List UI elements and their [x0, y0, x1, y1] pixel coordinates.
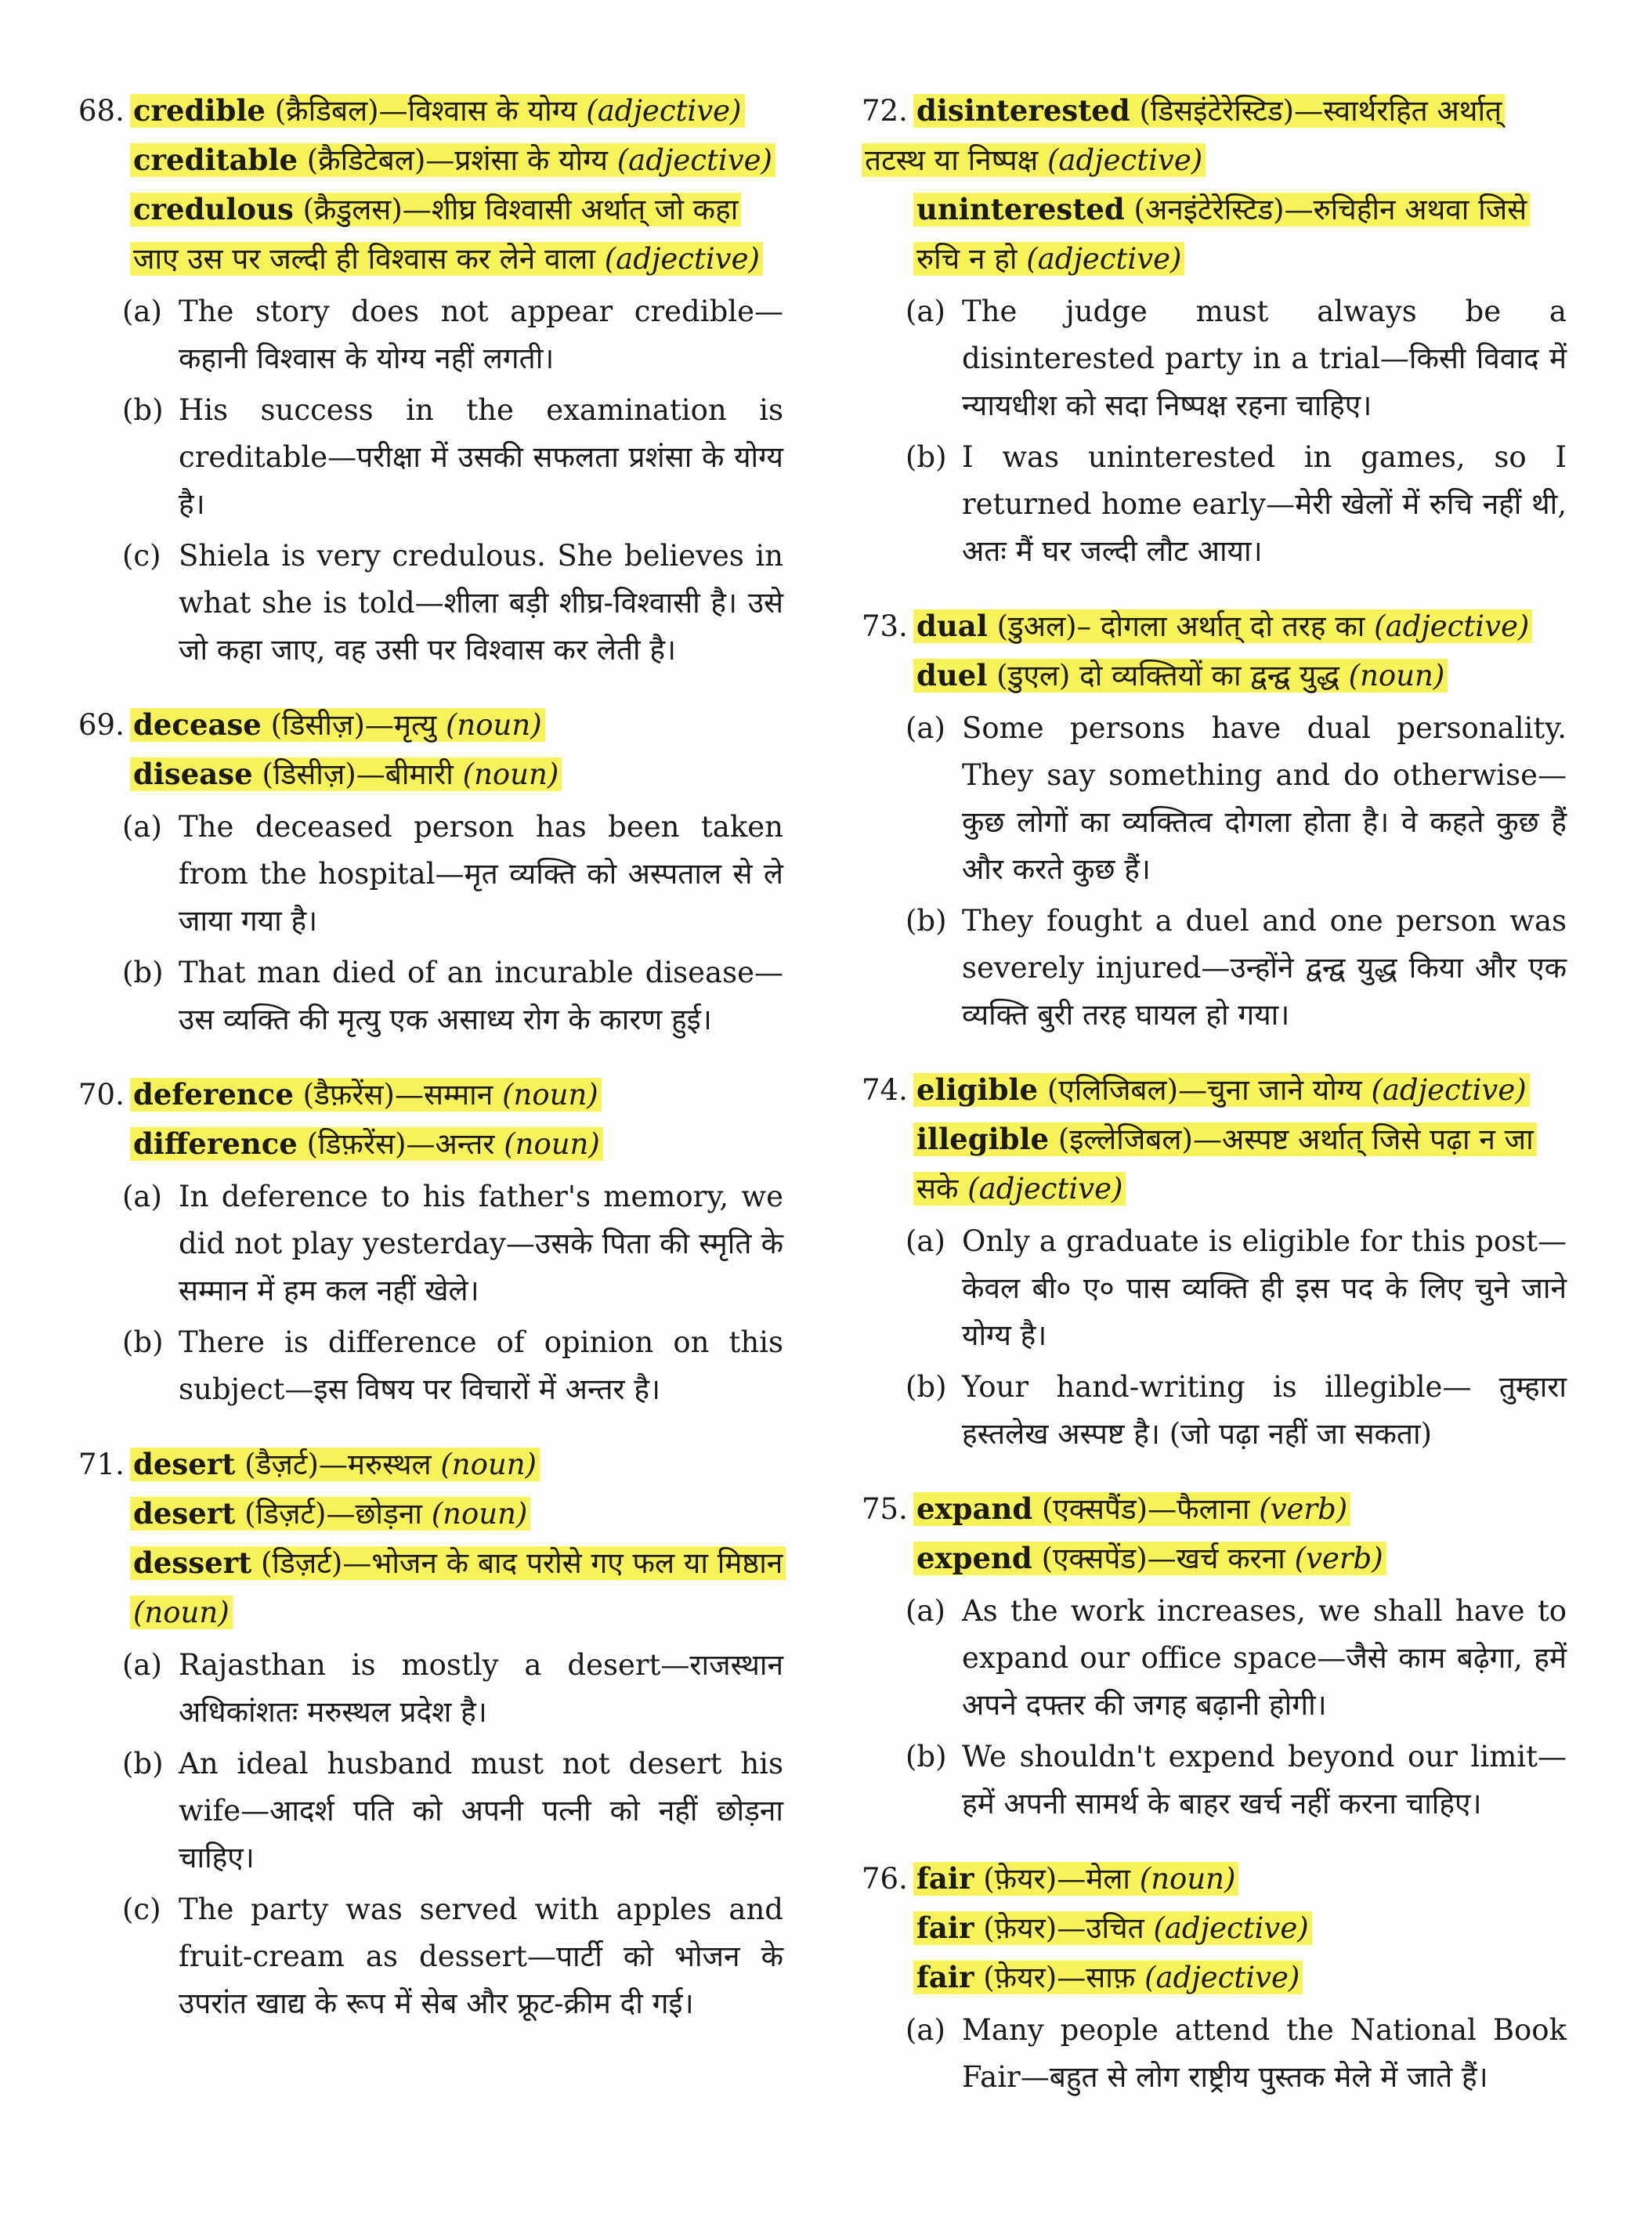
- term-line: [78, 1489, 783, 1538]
- term-meaning: —विश्वास के योग्य: [378, 94, 577, 128]
- term-line: [78, 1070, 783, 1119]
- example-label: (b): [122, 393, 164, 427]
- part-of-speech: (noun): [431, 1497, 528, 1531]
- term-line: [78, 700, 783, 750]
- example-label: (b): [906, 1740, 947, 1773]
- term-word: desert: [133, 1447, 236, 1481]
- right-column: [862, 86, 1567, 2128]
- term-meaning: —रुचिहीन अथवा जिसे रुचि न हो: [916, 193, 1527, 276]
- term-pronunciation: (क्रैडिटेबल): [306, 143, 426, 177]
- entry-number: 76.: [862, 1862, 908, 1896]
- example-sentence: [78, 1741, 783, 1882]
- example-text: The story does not appear credible—कहानी विश्वास के योग्य नहीं लगती।: [179, 295, 783, 375]
- highlight: [130, 1078, 602, 1112]
- example-label: (c): [122, 1893, 161, 1926]
- part-of-speech: (noun): [440, 1448, 537, 1481]
- term-line: [78, 86, 783, 136]
- term-word: deference: [133, 1077, 294, 1112]
- highlight: [913, 1862, 1238, 1896]
- term-word: fair: [916, 1861, 974, 1896]
- term-pronunciation: (डिज़र्ट): [244, 1497, 327, 1531]
- example-text: Shiela is very credulous. She believes in what she is told—शीला बड़ी शीघ्र-विश्वासी है। उसे जो कहा जाए, वह उसी पर विश्वास कर लेती है।: [179, 539, 783, 667]
- example-label: (a): [906, 711, 945, 745]
- vocab-entry: [862, 602, 1567, 1039]
- term-line: [78, 1119, 783, 1169]
- term-meaning: —अस्पष्ट अर्थात् जिसे पढ़ा न जा सके: [916, 1123, 1534, 1206]
- part-of-speech: (adjective): [967, 1172, 1123, 1206]
- example-text: Your hand-writing is illegible— तुम्हारा हस्तलेख अस्पष्ट है। (जो पढ़ा नहीं जा सकता): [962, 1370, 1567, 1451]
- term-pronunciation: (डिसइंटेरेस्टिड): [1139, 94, 1295, 128]
- highlight: [913, 1911, 1312, 1945]
- term-word: credulous: [133, 192, 294, 226]
- example-sentence: [862, 898, 1567, 1039]
- highlight: [130, 193, 763, 276]
- part-of-speech: (noun): [133, 1596, 230, 1629]
- term-meaning: —प्रशंसा के योग्य: [425, 143, 608, 177]
- example-label: (a): [906, 295, 945, 328]
- highlight: [130, 1497, 530, 1531]
- example-text: The party was served with apples and fruit-cream as dessert—पार्टी को भोजन के उपरांत खाद्य के रूप में सेब और फ्रूट-क्रीम दी गई।: [179, 1893, 783, 2020]
- entry-number: 70.: [78, 1078, 125, 1112]
- example-sentence: [78, 288, 783, 382]
- term-pronunciation: (डैज़र्ट): [244, 1448, 319, 1481]
- example-text: Some persons have dual personality. They say something and do otherwise—कुछ लोगों का व्यक्तित्व दोगला होता है। वे कहते कुछ हैं और करते कुछ हैं।: [962, 711, 1567, 886]
- term-pronunciation: (इल्लेजिबल): [1057, 1123, 1193, 1156]
- term-line: [862, 1065, 1567, 1115]
- example-text: In deference to his father's memory, we did not play yesterday—उसके पिता की स्मृति के सम्मान में हम कल नहीं खेले।: [179, 1180, 783, 1307]
- part-of-speech: (adjective): [1371, 1073, 1527, 1107]
- term-line: [862, 1484, 1567, 1534]
- term-line: [862, 185, 1567, 284]
- term-pronunciation: (एक्सपैंड): [1041, 1492, 1148, 1526]
- highlight: [130, 94, 745, 128]
- term-word: credible: [133, 93, 266, 128]
- term-pronunciation: (फ़ेयर): [983, 1961, 1057, 1994]
- term-line: [78, 136, 783, 185]
- highlight: [130, 757, 562, 791]
- highlight: [913, 1073, 1530, 1107]
- vocab-entry: [862, 1854, 1567, 2101]
- example-text: An ideal husband must not desert his wife—आदर्श पति को अपनी पत्नी को नहीं छोड़ना चाहिए।: [179, 1747, 783, 1875]
- term-line: [78, 185, 783, 284]
- term-pronunciation: (क्रैडुलस): [302, 193, 403, 226]
- term-line: [862, 86, 1567, 185]
- example-label: (a): [122, 1648, 162, 1682]
- example-label: (b): [906, 440, 947, 474]
- part-of-speech: (adjective): [1026, 242, 1182, 276]
- term-word: disease: [133, 757, 253, 791]
- example-text: As the work increases, we shall have to expand our office space—जैसे काम बढ़ेगा, हमें अपने दफ्तर की जगह बढ़ानी होगी।: [962, 1594, 1567, 1722]
- example-text: There is difference of opinion on this subject—इस विषय पर विचारों में अन्तर है।: [179, 1325, 783, 1406]
- term-pronunciation: (एलिजिबल): [1047, 1073, 1179, 1107]
- highlight: [913, 1961, 1303, 1994]
- example-sentence: [78, 1886, 783, 2027]
- term-line: [78, 1538, 783, 1637]
- term-word: difference: [133, 1126, 298, 1161]
- part-of-speech: (verb): [1259, 1492, 1348, 1526]
- term-meaning: —मृत्यु: [364, 708, 437, 742]
- highlight: [130, 1127, 603, 1161]
- example-sentence: [862, 288, 1567, 429]
- term-line: [78, 750, 783, 799]
- term-line: [862, 1115, 1567, 1213]
- highlight: [913, 659, 1448, 692]
- term-word: duel: [916, 658, 988, 692]
- example-label: (b): [906, 904, 947, 938]
- vocab-entry: [78, 1440, 783, 2027]
- term-meaning: —स्वार्थरहित अर्थात् तटस्थ या निष्पक्ष: [865, 94, 1502, 177]
- example-sentence: [862, 1364, 1567, 1458]
- term-pronunciation: (एक्सपेंड): [1041, 1542, 1148, 1575]
- term-line: [78, 1440, 783, 1489]
- part-of-speech: (adjective): [616, 143, 772, 177]
- term-pronunciation: (डिज़र्ट): [260, 1546, 343, 1580]
- highlight: [913, 1492, 1350, 1526]
- part-of-speech: (adjective): [604, 242, 760, 276]
- example-text: Many people attend the National Book Fair—बहुत से लोग राष्ट्रीय पुस्तक मेले में जाते हैं।: [962, 2013, 1567, 2094]
- part-of-speech: (noun): [1139, 1862, 1236, 1896]
- example-label: (a): [906, 2013, 945, 2047]
- example-sentence: [78, 1319, 783, 1413]
- left-column: [78, 86, 783, 2054]
- term-line: [862, 1534, 1567, 1583]
- example-text: I was uninterested in games, so I returned home early—मेरी खेलों में रुचि नहीं थी, अतः मैं घर जल्दी लौट आया।: [962, 440, 1567, 568]
- term-meaning: —अन्तर: [406, 1127, 495, 1161]
- entry-number: 68.: [78, 94, 125, 128]
- example-label: (a): [906, 1594, 945, 1628]
- term-meaning: —उचित: [1057, 1911, 1144, 1945]
- example-text: That man died of an incurable disease—उस व्यक्ति की मृत्यु एक असाध्य रोग के कारण हुई।: [179, 956, 783, 1036]
- term-meaning: —मेला: [1057, 1862, 1131, 1896]
- part-of-speech: (noun): [446, 708, 542, 742]
- term-pronunciation: (क्रैडिबल): [274, 94, 379, 128]
- part-of-speech: (verb): [1294, 1542, 1383, 1575]
- highlight: [913, 1542, 1386, 1575]
- example-sentence: [78, 1642, 783, 1736]
- term-pronunciation: (फ़ेयर): [983, 1862, 1057, 1896]
- example-sentence: [862, 1588, 1567, 1729]
- example-text: His success in the examination is creditable—परीक्षा में उसकी सफलता प्रशंसा के योग्य है।: [179, 393, 783, 521]
- term-pronunciation: (डैफ़रेंस): [302, 1078, 395, 1112]
- term-word: decease: [133, 707, 262, 742]
- term-pronunciation: (डुअल): [996, 609, 1077, 643]
- vocab-entry: [78, 86, 783, 674]
- example-text: We shouldn't expend beyond our limit—हमें अपनी सामर्थ के बाहर खर्च नहीं करना चाहिए।: [962, 1740, 1567, 1820]
- term-line: [862, 1903, 1567, 1953]
- highlight: [130, 1448, 540, 1481]
- part-of-speech: (noun): [462, 757, 559, 791]
- vocab-entry: [78, 700, 783, 1043]
- example-text: They fought a duel and one person was severely injured—उन्होंने द्वन्द्व युद्ध किया और एक व्यक्ति बुरी तरह घायल हो गया।: [962, 904, 1567, 1032]
- vocab-entry: [862, 86, 1567, 575]
- entry-number: 69.: [78, 708, 125, 742]
- term-line: [862, 651, 1567, 700]
- part-of-speech: (noun): [1348, 659, 1445, 692]
- term-line: [862, 1854, 1567, 1903]
- term-pronunciation: (अनइंटेरेस्टिड): [1133, 193, 1285, 226]
- term-word: expand: [916, 1491, 1033, 1526]
- example-text: Rajasthan is mostly a desert—राजस्थान अधिकांशतः मरुस्थल प्रदेश है।: [179, 1648, 783, 1729]
- term-word: desert: [133, 1496, 236, 1531]
- example-text: The deceased person has been taken from the hospital—मृत व्यक्ति को अस्पताल से ले जाया गया है।: [179, 810, 783, 938]
- example-sentence: [78, 949, 783, 1043]
- term-pronunciation: (डुएल): [996, 659, 1071, 692]
- highlight: [913, 609, 1532, 643]
- term-meaning: दो व्यक्तियों का द्वन्द्व युद्ध: [1070, 659, 1339, 692]
- term-pronunciation: (डिसीज़): [262, 757, 356, 791]
- term-pronunciation: (फ़ेयर): [983, 1911, 1057, 1945]
- example-label: (a): [122, 810, 162, 844]
- term-word: fair: [916, 1960, 974, 1994]
- entry-number: 73.: [862, 609, 908, 643]
- highlight: [913, 1123, 1537, 1206]
- part-of-speech: (adjective): [586, 94, 742, 128]
- term-pronunciation: (डिफ़रेंस): [306, 1127, 407, 1161]
- part-of-speech: (noun): [504, 1127, 600, 1161]
- example-label: (b): [122, 956, 164, 989]
- example-label: (b): [122, 1747, 164, 1781]
- term-word: expend: [916, 1541, 1032, 1575]
- entry-number: 72.: [862, 94, 908, 128]
- example-label: (b): [122, 1325, 164, 1359]
- term-meaning: —फैलाना: [1148, 1492, 1250, 1526]
- term-line: [862, 1953, 1567, 2002]
- term-word: uninterested: [916, 192, 1125, 226]
- example-label: (a): [122, 1180, 162, 1213]
- example-label: (c): [122, 539, 161, 573]
- term-meaning: —बीमारी: [356, 757, 454, 791]
- term-meaning: – दोगला अर्थात् दो तरह का: [1076, 609, 1365, 643]
- highlight: [862, 94, 1505, 177]
- term-meaning: —खर्च करना: [1147, 1542, 1285, 1575]
- term-meaning: —सम्मान: [394, 1078, 493, 1112]
- term-word: creditable: [133, 143, 298, 177]
- entry-number: 74.: [862, 1073, 908, 1107]
- example-label: (a): [906, 1224, 945, 1258]
- term-word: illegible: [916, 1122, 1050, 1156]
- highlight: [130, 708, 545, 742]
- part-of-speech: (adjective): [1047, 143, 1203, 177]
- part-of-speech: (adjective): [1153, 1911, 1309, 1945]
- example-sentence: [862, 1218, 1567, 1359]
- example-sentence: [78, 387, 783, 528]
- example-sentence: [78, 533, 783, 674]
- example-text: Only a graduate is eligible for this post—केवल बी० ए० पास व्यक्ति ही इस पद के लिए चुने जाने योग्य है।: [962, 1224, 1567, 1352]
- part-of-speech: (adjective): [1144, 1961, 1300, 1994]
- part-of-speech: (adjective): [1374, 609, 1530, 643]
- example-sentence: [862, 1734, 1567, 1828]
- term-word: dessert: [133, 1546, 252, 1580]
- example-sentence: [862, 434, 1567, 575]
- term-line: [862, 602, 1567, 651]
- term-pronunciation: (डिसीज़): [270, 708, 365, 742]
- highlight: [913, 193, 1530, 276]
- example-label: (b): [906, 1370, 947, 1404]
- term-meaning: —साफ़: [1057, 1961, 1136, 1994]
- example-sentence: [78, 1173, 783, 1314]
- vocab-entry: [862, 1484, 1567, 1828]
- part-of-speech: (noun): [502, 1078, 598, 1112]
- term-word: disinterested: [916, 93, 1130, 128]
- term-meaning: —छोड़ना: [326, 1497, 422, 1531]
- vocab-entry: [78, 1070, 783, 1413]
- term-meaning: —शीघ्र विश्वासी अर्थात् जो कहा जाए उस पर जल्दी ही विश्वास कर लेने वाला: [133, 193, 739, 276]
- term-meaning: —मरुस्थल: [318, 1448, 432, 1481]
- term-word: dual: [916, 609, 988, 643]
- entry-number: 71.: [78, 1448, 125, 1481]
- entry-number: 75.: [862, 1492, 908, 1526]
- example-sentence: [862, 705, 1567, 893]
- term-word: eligible: [916, 1072, 1039, 1107]
- term-meaning: —भोजन के बाद परोसे गए फल या मिष्ठान: [342, 1546, 783, 1580]
- highlight: [130, 143, 775, 177]
- term-meaning: —चुना जाने योग्य: [1178, 1073, 1362, 1107]
- term-word: fair: [916, 1911, 974, 1945]
- example-text: The judge must always be a disinterested party in a trial—किसी विवाद में न्यायधीश को सदा निष्पक्ष रहना चाहिए।: [962, 295, 1567, 422]
- example-sentence: [862, 2007, 1567, 2101]
- vocab-entry: [862, 1065, 1567, 1458]
- highlight: [130, 1546, 786, 1629]
- example-sentence: [78, 804, 783, 945]
- example-label: (a): [122, 295, 162, 328]
